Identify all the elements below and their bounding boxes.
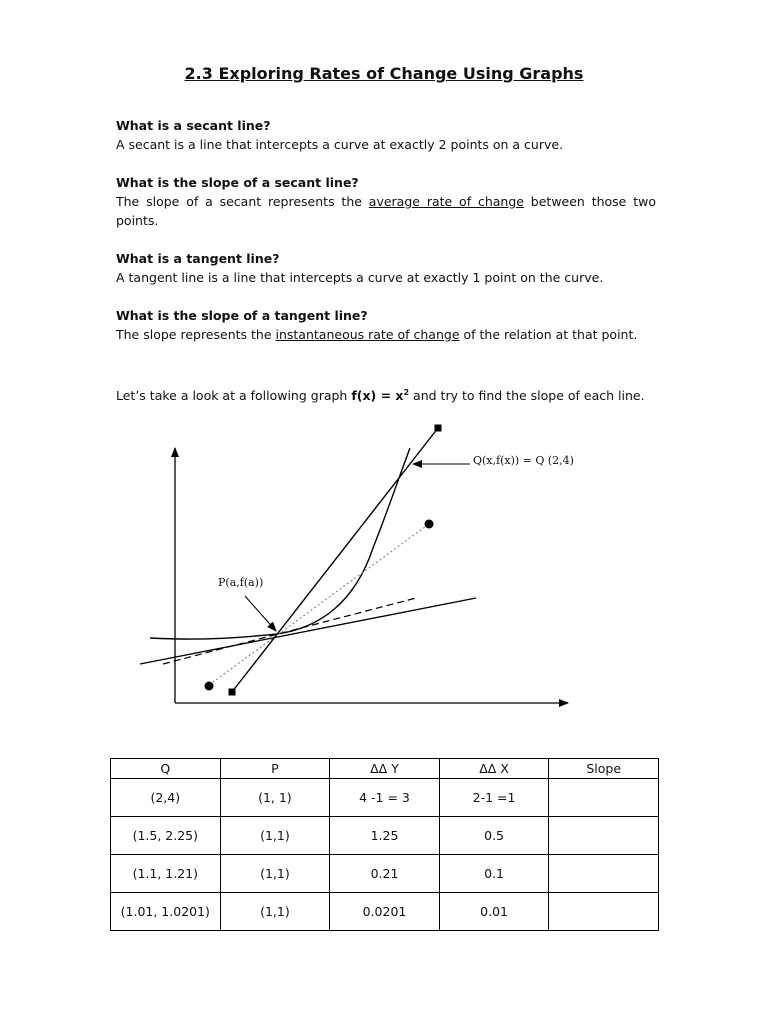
secant-slope-answer-end: between those two points.: [116, 194, 656, 228]
secant-question: What is a secant line?: [116, 118, 271, 133]
cell-delta-x: 0.1: [439, 855, 549, 893]
solid-secant-line: [232, 428, 438, 692]
solid-secant-end-point: [435, 425, 442, 432]
table-header-row: [111, 759, 659, 779]
cell-delta-y: 0.21: [330, 855, 440, 893]
solid-secant-start-point: [229, 689, 236, 696]
cell-q: (1.01, 1.0201): [111, 893, 221, 931]
tangent-question: What is a tangent line?: [116, 251, 280, 266]
cell-delta-y: 4 -1 = 3: [330, 779, 440, 817]
tangent-line: [140, 598, 476, 664]
cell-delta-x: 0.01: [439, 893, 549, 931]
cell-delta-x: 2-1 =1: [439, 779, 549, 817]
tangent-slope-question: What is the slope of a tangent line?: [116, 308, 368, 323]
p-label-arrow: [245, 596, 276, 631]
cell-slope: [549, 893, 659, 931]
parabola-curve: [150, 448, 410, 639]
cell-slope: [549, 855, 659, 893]
average-rate-term: average rate of change: [368, 194, 524, 209]
cell-p: (1, 1): [220, 779, 330, 817]
cell-p: (1,1): [220, 817, 330, 855]
cell-q: (1.1, 1.21): [111, 855, 221, 893]
tangent-answer: A tangent line is a line that intercepts a curve at exactly 1 point on the curve.: [116, 270, 604, 285]
function-exponent: 2: [403, 388, 410, 397]
header-delta-y: ΔΔ Y: [330, 759, 440, 779]
cell-q: (2,4): [111, 779, 221, 817]
cell-delta-y: 1.25: [330, 817, 440, 855]
header-delta-x: ΔΔ X: [439, 759, 549, 779]
cell-p: (1,1): [220, 855, 330, 893]
cell-delta-y: 0.0201: [330, 893, 440, 931]
secant-slope-question: What is the slope of a secant line?: [116, 175, 359, 190]
header-slope: Slope: [549, 759, 659, 779]
dotted-secant-start-point: [205, 682, 214, 691]
intro-text-end: and try to find the slope of each line.: [409, 388, 645, 404]
instantaneous-rate-term: instantaneous rate of change: [275, 327, 460, 342]
secant-answer: A secant is a line that intercepts a curve at exactly 2 points on a curve.: [116, 137, 564, 152]
page-title: 2.3 Exploring Rates of Change Using Graphs: [184, 64, 584, 83]
table-row: [111, 855, 659, 893]
cell-p: (1,1): [220, 893, 330, 931]
secant-slope-answer-start: The slope of a secant represents the: [116, 194, 369, 209]
tangent-slope-answer-start: The slope represents the: [116, 327, 276, 342]
tangent-slope-answer-end: of the relation at that point.: [459, 327, 638, 342]
cell-slope: [549, 779, 659, 817]
q-point-label: Q(x,f(x)) = Q (2,4): [473, 454, 574, 467]
intro-text-start: Let’s take a look at a following graph: [116, 388, 352, 404]
cell-slope: [549, 817, 659, 855]
table-row: [111, 779, 659, 817]
table-row: [111, 893, 659, 931]
dotted-secant-end-point: [425, 520, 434, 529]
header-p: P: [220, 759, 330, 779]
cell-delta-x: 0.5: [439, 817, 549, 855]
rate-of-change-table: [110, 758, 659, 931]
p-point-label: P(a,f(a)): [218, 576, 264, 589]
dotted-secant-line: [209, 524, 429, 685]
cell-q: (1.5, 2.25): [111, 817, 221, 855]
function-base: f(x) = x: [351, 388, 404, 404]
table-row: [111, 817, 659, 855]
header-q: Q: [111, 759, 221, 779]
